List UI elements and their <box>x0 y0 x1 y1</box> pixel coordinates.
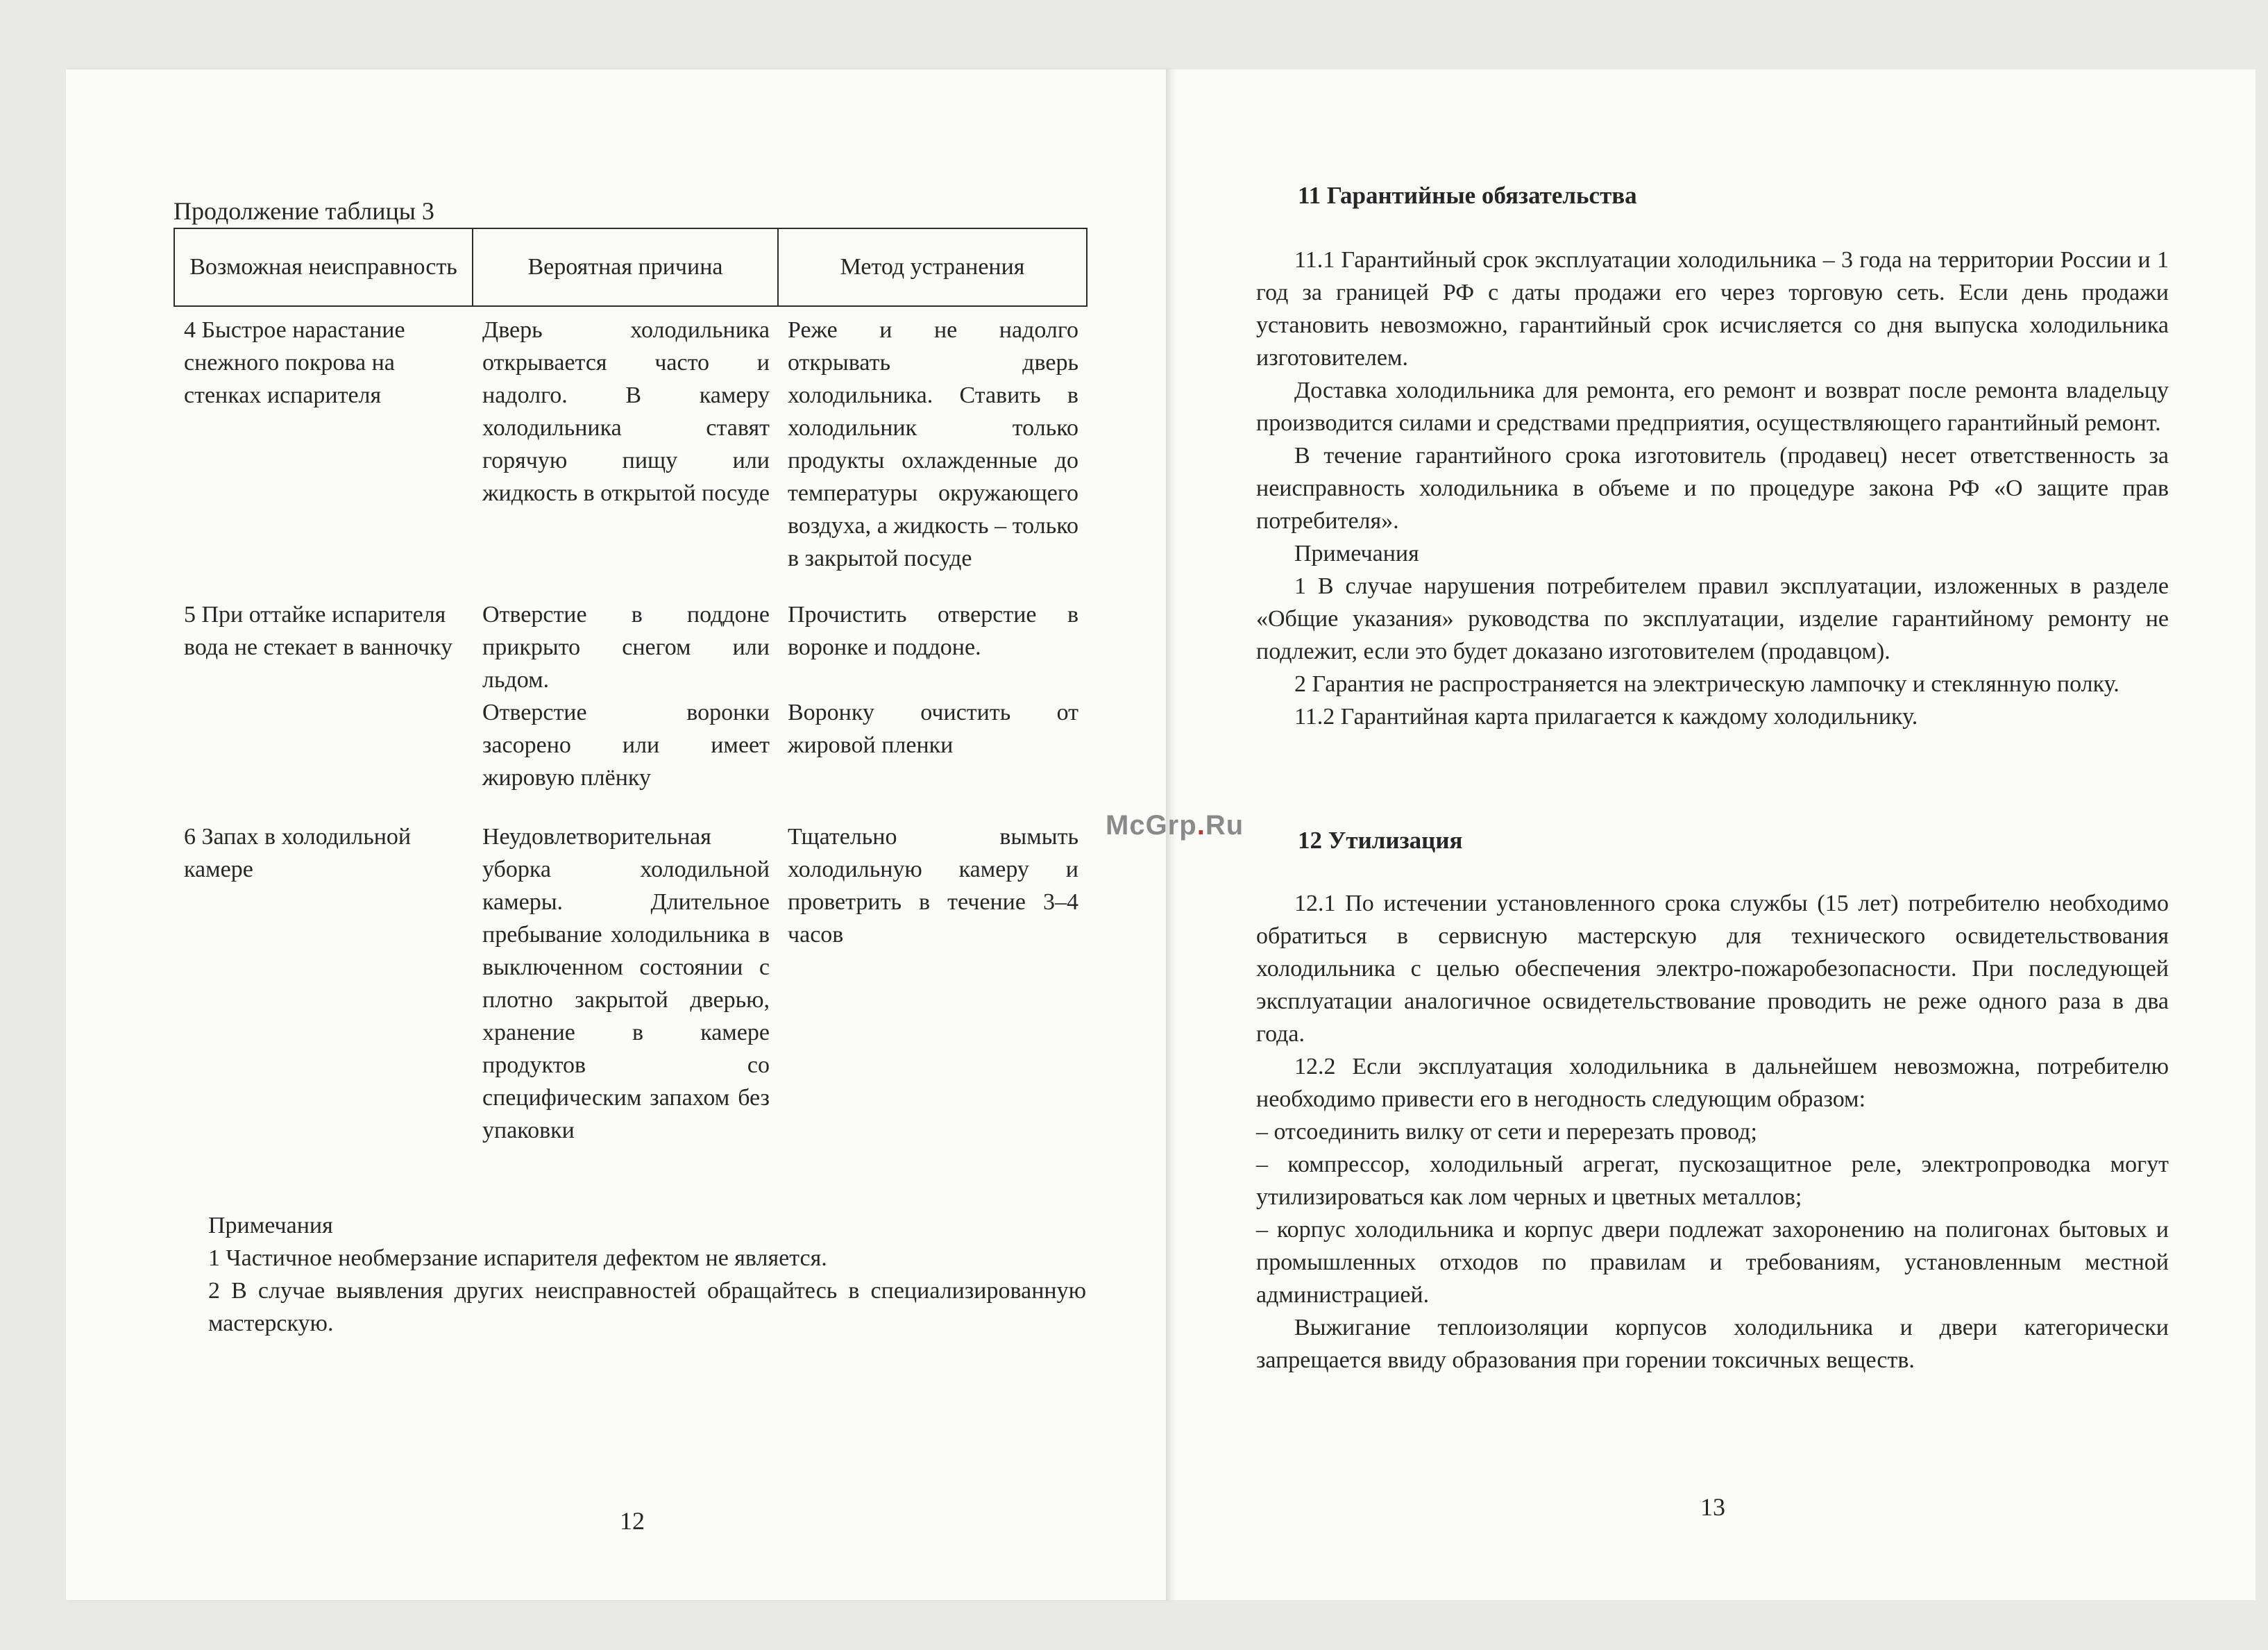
watermark-brand: McGrp <box>1106 810 1197 841</box>
table-row <box>174 820 1087 1195</box>
list-item: – корпус холодильника и корпус двери подлежат захоронению на полигонах бытовых и промышленных отходов по правилам и требованиям, установленным местной администрацией. <box>1256 1217 2169 1308</box>
note-item: 2 В случае выявления других неисправностей обращайтесь в специализированную мастерскую. <box>208 1278 1086 1336</box>
section-title: 11 Гарантийные обязательства <box>1298 182 1637 209</box>
paragraph: В течение гарантийного срока изготовитель (продавец) несет ответственность за неисправность холодильника в объеме и по процедуре закона РФ «О защите прав потребителя». <box>1256 443 2169 534</box>
spacer <box>788 664 1078 696</box>
note-item: 1 Частичное необмерзание испарителя дефектом не является. <box>208 1245 827 1271</box>
header-remedy: Метод устранения <box>778 228 1087 306</box>
remedy-text: Тщательно вымыть холодильную камеру и проветрить в течение 3–4 часов <box>788 824 1078 948</box>
remedy-cell <box>778 306 1087 598</box>
table-header-row <box>174 228 1087 306</box>
page-number-left: 12 <box>620 1507 645 1535</box>
header-fault: Возможная неисправность <box>174 228 473 306</box>
fault-cell: 4 Быстрое нарастание снежного покрова на стенках испарителя <box>184 317 405 408</box>
cause-cell <box>473 820 778 1195</box>
table-row <box>174 598 1087 820</box>
section-title: 12 Утилизация <box>1298 827 1463 854</box>
note-item: 2 Гарантия не распространяется на электрическую лампочку и стеклянную полку. <box>1294 671 2119 697</box>
paragraph: Доставка холодильника для ремонта, его ремонт и возврат после ремонта владельцу производится силами и средствами предприятия, осуществляющего гарантийный ремонт. <box>1256 378 2169 436</box>
cause-cell <box>473 306 778 598</box>
table-caption: Продолжение таблицы 3 <box>174 197 434 225</box>
notes-title: Примечания <box>208 1213 333 1238</box>
paragraph: Выжигание теплоизоляции корпусов холодильника и двери категорически запрещается ввиду образования при горении токсичных веществ. <box>1256 1315 2169 1373</box>
cause-text: Отверстие воронки засорено или имеет жировую плёнку <box>482 700 770 791</box>
remedy-text: Реже и не надолго открывать дверь холодильника. Ставить в холодильник только продукты охлажденные до температуры окружающего воздуха, а жидкость – только в закрытой посуде <box>788 317 1078 571</box>
fault-cell: 6 Запах в холодильной камере <box>184 824 412 882</box>
page-number-right: 13 <box>1700 1493 1725 1521</box>
remedy-cell <box>778 598 1087 820</box>
remedy-text: Прочистить отверстие в воронке и поддоне. <box>788 602 1078 660</box>
list-item: – отсоединить вилку от сети и перерезать провод; <box>1256 1119 1757 1145</box>
cause-text: Отверстие в поддоне прикрыто снегом или льдом. <box>482 602 770 693</box>
paragraph: 11.1 Гарантийный срок эксплуатации холодильника – 3 года на территории России и 1 год за границей РФ с даты продажи его через торговую сеть. Если день продажи установить невозможно, гарантийный срок исчисляется со дня выпуска холодильника изготовителем. <box>1256 247 2169 371</box>
note-item: 1 В случае нарушения потребителем правил эксплуатации, изложенных в разделе «Общие указания» руководства по эксплуатации, изделие гарантийному ремонту не подлежит, если это будет доказано изготовителем (продавцом). <box>1256 573 2169 664</box>
header-cause: Вероятная причина <box>473 228 778 306</box>
section-warranty <box>1256 179 2169 733</box>
paragraph: 11.2 Гарантийная карта прилагается к каждому холодильнику. <box>1294 704 1918 730</box>
section-disposal <box>1256 824 2169 1377</box>
faults-table <box>174 228 1088 1195</box>
cause-text: Дверь холодильника открывается часто и надолго. В камеру холодильника ставят горячую пищу или жидкость в открытой посуде <box>482 317 770 506</box>
cause-cell <box>473 598 778 820</box>
fault-cell: 5 При оттайке испарителя вода не стекает в ванночку <box>184 602 452 660</box>
watermark-dot: . <box>1196 810 1205 841</box>
watermark-tld: Ru <box>1205 810 1244 841</box>
left-notes <box>208 1209 1086 1340</box>
paragraph: 12.1 По истечении установленного срока службы (15 лет) потребителю необходимо обратиться в сервисную мастерскую для технического освидетельствования холодильника с целью обеспечения электро-пожаробезопасности. При последующей эксплуатации аналогичное освидетельствование проводить не реже одного раза в два года. <box>1256 891 2169 1047</box>
table-row <box>174 306 1087 598</box>
cause-text: Неудовлетворительная уборка холодильной камеры. Длительное пребывание холодильника в выключенном состоянии с плотно закрытой дверью, хранение в камере продуктов со специфическим запахом без упаковки <box>482 824 770 1143</box>
watermark-logo <box>1106 810 1244 841</box>
remedy-cell <box>778 820 1087 1195</box>
list-item: – компрессор, холодильный агрегат, пускозащитное реле, электропроводка могут утилизироваться как лом черных и цветных металлов; <box>1256 1152 2169 1210</box>
notes-title: Примечания <box>1294 541 1419 566</box>
remedy-text: Воронку очистить от жировой пленки <box>788 700 1078 758</box>
paragraph: 12.2 Если эксплуатация холодильника в дальнейшем невозможна, потребителю необходимо привести его в негодность следующим образом: <box>1256 1054 2169 1112</box>
